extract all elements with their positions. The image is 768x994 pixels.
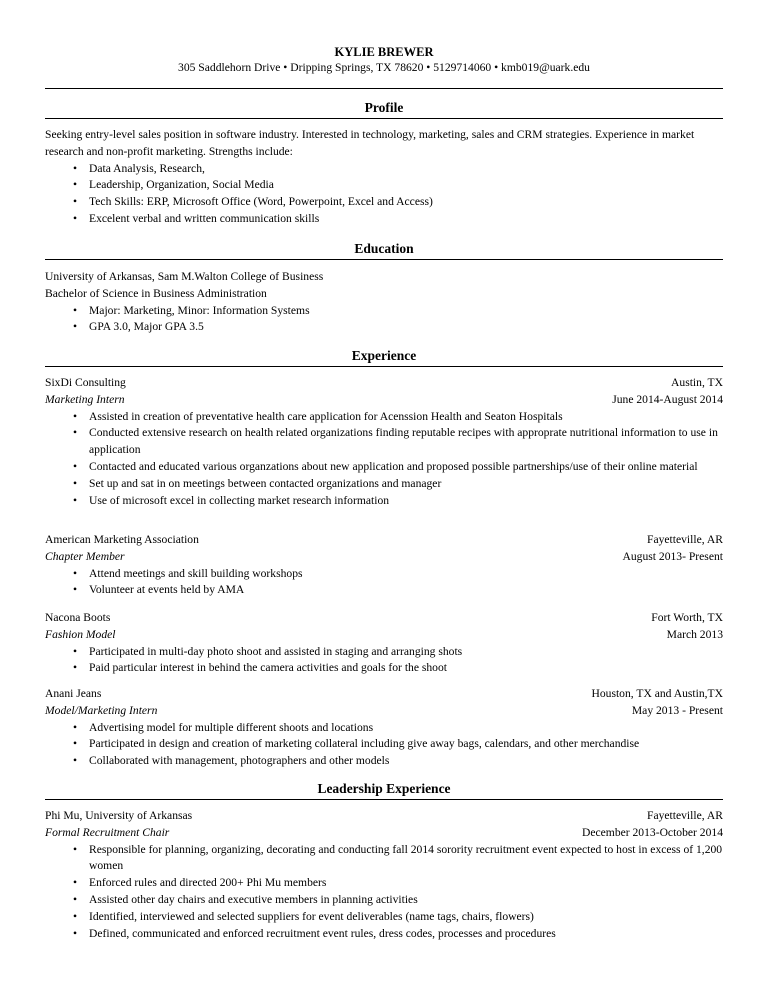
job-org: SixDi Consulting	[45, 376, 126, 389]
section-title-experience: Experience	[45, 347, 723, 367]
job-org: Nacona Boots	[45, 611, 111, 624]
list-item: • Major: Marketing, Minor: Information Systems	[73, 303, 310, 317]
job-bullet-list	[45, 644, 723, 678]
job-dates: May 2013 - Present	[631, 703, 723, 717]
list-item: • Collaborated with management, photographers and other models	[73, 754, 390, 768]
contact-line: 305 Saddlehorn Drive • Dripping Springs, TX 78620 • 5129714060 • kmb019@uark.edu	[178, 61, 590, 74]
job-entry-anani	[45, 686, 723, 770]
job-location: Fort Worth, TX	[651, 611, 723, 624]
list-item: • Leadership, Organization, Social Media	[73, 178, 274, 192]
job-org: Phi Mu, University of Arkansas	[45, 809, 193, 822]
header-divider	[45, 88, 723, 89]
section-title-leadership: Leadership Experience	[45, 780, 723, 800]
section-title-education: Education	[45, 240, 723, 260]
job-entry-sixdi	[45, 375, 723, 509]
job-location: Houston, TX and Austin,TX	[591, 687, 723, 700]
job-role: Fashion Model	[45, 627, 116, 641]
list-item: • Volunteer at events held by AMA	[73, 583, 245, 597]
job-dates: June 2014-August 2014	[612, 392, 723, 406]
job-role: Chapter Member	[45, 549, 125, 563]
degree-name: Bachelor of Science in Business Administration	[45, 286, 267, 300]
profile-section	[45, 127, 723, 228]
job-location: Fayetteville, AR	[647, 809, 723, 822]
list-item: • Responsible for planning, organizing, decorating and conducting fall 2014 sorority recruitment event expected to host in excess of 1,200 women	[73, 842, 723, 873]
list-item: • Tech Skills: ERP, Microsoft Office (Word, Powerpoint, Excel and Access)	[73, 195, 433, 209]
job-role: Formal Recruitment Chair	[45, 825, 170, 839]
list-item: • Participated in design and creation of marketing collateral including give away bags, calendars, and other merchandise	[73, 737, 640, 751]
list-item: • Conducted extensive research on health related organizations finding reputable recipes with approprate nutritional information to use in application	[73, 426, 718, 457]
leadership-bullet-list	[45, 842, 723, 943]
list-item: • Set up and sat in on meetings between contacted organizations and manager	[73, 476, 442, 490]
list-item: • Attend meetings and skill building workshops	[73, 566, 303, 580]
list-item: • Enforced rules and directed 200+ Phi Mu members	[73, 876, 327, 890]
list-item: • Paid particular interest in behind the camera activities and goals for the shoot	[73, 661, 448, 675]
job-bullet-list	[45, 409, 723, 510]
education-bullet-list	[45, 303, 723, 337]
list-item: • Use of microsoft excel in collecting market research information	[73, 493, 390, 507]
job-org: American Marketing Association	[45, 533, 199, 546]
list-item: • Assisted in creation of preventative health care application for Acenssion Health and Seaton Hospitals	[73, 409, 563, 423]
list-item: • Defined, communicated and enforced recruitment event rules, dress codes, processes and procedures	[73, 926, 556, 940]
job-dates: March 2013	[666, 627, 723, 641]
job-dates: December 2013-October 2014	[581, 825, 723, 839]
job-entry-ama	[45, 532, 723, 599]
list-item: • Assisted other day chairs and executive members in planning activities	[73, 892, 418, 906]
section-title-profile: Profile	[45, 99, 723, 119]
job-dates: August 2013- Present	[622, 549, 723, 563]
job-org: Anani Jeans	[45, 687, 102, 700]
job-role: Marketing Intern	[45, 392, 125, 406]
list-item: • GPA 3.0, Major GPA 3.5	[73, 320, 204, 334]
resume-header	[45, 44, 723, 76]
job-bullet-list	[45, 566, 723, 600]
job-location: Fayetteville, AR	[647, 533, 723, 546]
job-entry-nacona	[45, 610, 723, 677]
list-item: • Advertising model for multiple different shoots and locations	[73, 720, 374, 734]
list-item: • Identified, interviewed and selected suppliers for event deliverables (name tags, chairs, flowers)	[73, 909, 534, 923]
list-item: • Participated in multi-day photo shoot and assisted in staging and arranging shots	[73, 644, 463, 658]
job-location: Austin, TX	[671, 376, 723, 389]
job-role: Model/Marketing Intern	[45, 703, 158, 717]
job-bullet-list	[45, 720, 723, 770]
education-section	[45, 269, 723, 336]
school-name: University of Arkansas, Sam M.Walton College of Business	[45, 270, 324, 283]
list-item: • Excelent verbal and written communication skills	[73, 211, 320, 225]
list-item: • Contacted and educated various organzations about new application and proposed possible partnerships/use of their online material	[73, 459, 698, 473]
candidate-name: KYLIE BREWER	[334, 45, 434, 59]
leadership-entry	[45, 808, 723, 942]
list-item: • Data Analysis, Research,	[73, 161, 205, 175]
profile-summary: Seeking entry-level sales position in software industry. Interested in technology, marketing, sales and CRM strategies. Experience in market research and non-profit marketing. Strengths include:	[45, 128, 695, 158]
profile-bullet-list	[45, 161, 723, 228]
